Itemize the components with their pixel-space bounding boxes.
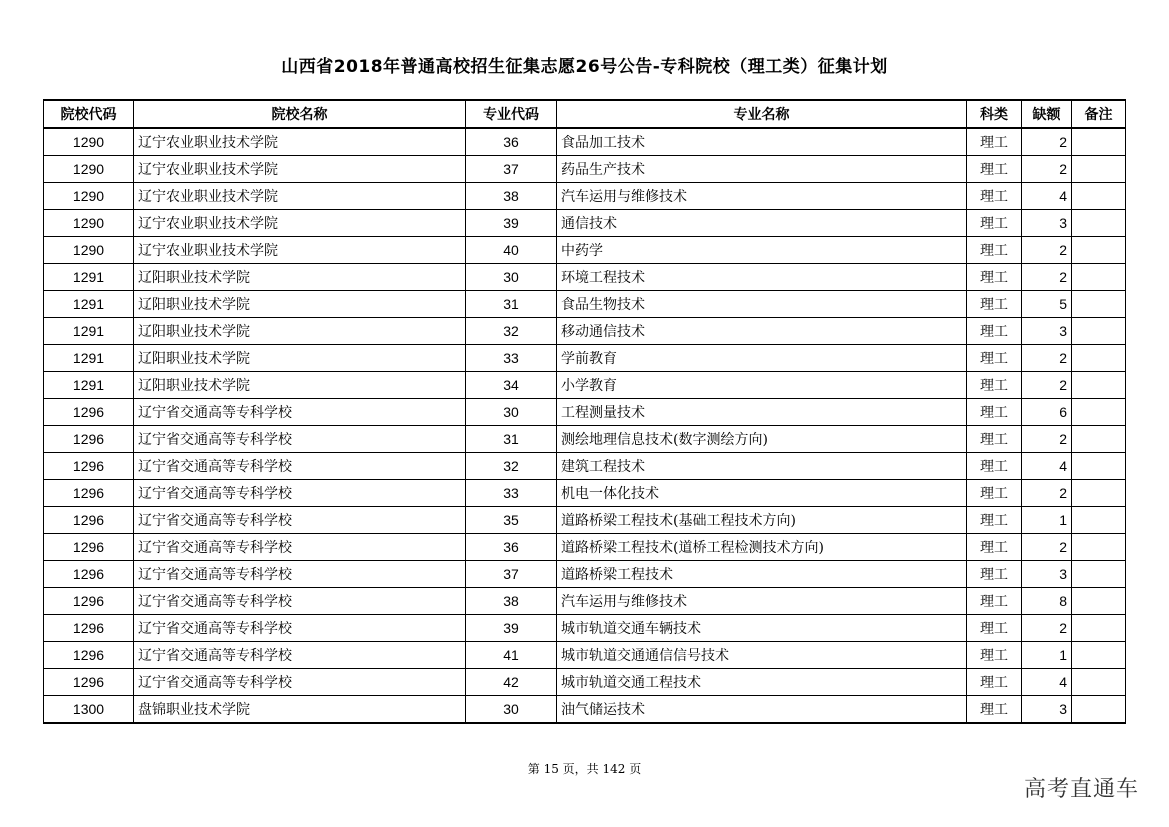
table-row	[44, 426, 1126, 453]
table-row	[44, 291, 1126, 318]
school-code-cell: 1296	[44, 507, 134, 534]
school-code-cell: 1291	[44, 264, 134, 291]
school-name-cell: 辽宁省交通高等专科学校	[134, 453, 466, 480]
vacancy-cell: 2	[1022, 426, 1072, 453]
category-cell: 理工	[967, 696, 1022, 724]
category-cell: 理工	[967, 399, 1022, 426]
header-major-name: 专业名称	[557, 100, 967, 128]
school-code-cell: 1296	[44, 426, 134, 453]
major-code-cell: 33	[466, 345, 557, 372]
remarks-cell	[1072, 615, 1126, 642]
vacancy-cell: 2	[1022, 156, 1072, 183]
category-cell: 理工	[967, 426, 1022, 453]
remarks-cell	[1072, 183, 1126, 210]
major-code-cell: 36	[466, 128, 557, 156]
remarks-cell	[1072, 264, 1126, 291]
school-code-cell: 1296	[44, 480, 134, 507]
category-cell: 理工	[967, 507, 1022, 534]
major-code-cell: 33	[466, 480, 557, 507]
category-cell: 理工	[967, 588, 1022, 615]
major-code-cell: 40	[466, 237, 557, 264]
category-cell: 理工	[967, 372, 1022, 399]
school-name-cell: 辽宁省交通高等专科学校	[134, 399, 466, 426]
remarks-cell	[1072, 156, 1126, 183]
page-title: 山西省2018年普通高校招生征集志愿26号公告-专科院校（理工类）征集计划	[281, 57, 888, 77]
category-cell: 理工	[967, 318, 1022, 345]
school-code-cell: 1291	[44, 318, 134, 345]
table-row	[44, 453, 1126, 480]
remarks-cell	[1072, 372, 1126, 399]
vacancy-cell: 4	[1022, 183, 1072, 210]
vacancy-cell: 4	[1022, 669, 1072, 696]
major-code-cell: 38	[466, 183, 557, 210]
school-name-cell: 辽宁农业职业技术学院	[134, 183, 466, 210]
vacancy-cell: 1	[1022, 642, 1072, 669]
category-cell: 理工	[967, 480, 1022, 507]
major-code-cell: 37	[466, 561, 557, 588]
remarks-cell	[1072, 210, 1126, 237]
remarks-cell	[1072, 696, 1126, 724]
major-code-cell: 41	[466, 642, 557, 669]
vacancy-cell: 4	[1022, 453, 1072, 480]
major-name-cell: 工程测量技术	[557, 399, 967, 426]
school-code-cell: 1291	[44, 345, 134, 372]
school-name-cell: 辽宁省交通高等专科学校	[134, 561, 466, 588]
school-name-cell: 辽宁省交通高等专科学校	[134, 507, 466, 534]
table-row	[44, 588, 1126, 615]
vacancy-cell: 2	[1022, 480, 1072, 507]
major-code-cell: 39	[466, 210, 557, 237]
header-vacancy: 缺额	[1022, 100, 1072, 128]
table-row	[44, 210, 1126, 237]
header-school-name: 院校名称	[134, 100, 466, 128]
table-row	[44, 318, 1126, 345]
vacancy-cell: 5	[1022, 291, 1072, 318]
vacancy-cell: 3	[1022, 561, 1072, 588]
school-name-cell: 辽宁省交通高等专科学校	[134, 426, 466, 453]
major-code-cell: 35	[466, 507, 557, 534]
remarks-cell	[1072, 534, 1126, 561]
table-row	[44, 156, 1126, 183]
header-remarks: 备注	[1072, 100, 1126, 128]
major-code-cell: 42	[466, 669, 557, 696]
category-cell: 理工	[967, 183, 1022, 210]
category-cell: 理工	[967, 128, 1022, 156]
category-cell: 理工	[967, 264, 1022, 291]
table-row	[44, 642, 1126, 669]
remarks-cell	[1072, 399, 1126, 426]
major-name-cell: 城市轨道交通工程技术	[557, 669, 967, 696]
school-code-cell: 1290	[44, 237, 134, 264]
school-code-cell: 1291	[44, 291, 134, 318]
school-name-cell: 辽宁省交通高等专科学校	[134, 615, 466, 642]
table-row	[44, 237, 1126, 264]
category-cell: 理工	[967, 561, 1022, 588]
watermark-text: 高考直通车	[1023, 777, 1139, 802]
major-name-cell: 学前教育	[557, 345, 967, 372]
major-code-cell: 31	[466, 291, 557, 318]
major-code-cell: 30	[466, 399, 557, 426]
school-code-cell: 1300	[44, 696, 134, 724]
vacancy-cell: 3	[1022, 696, 1072, 724]
major-code-cell: 30	[466, 696, 557, 724]
category-cell: 理工	[967, 534, 1022, 561]
vacancy-cell: 2	[1022, 237, 1072, 264]
header-major-code: 专业代码	[466, 100, 557, 128]
remarks-cell	[1072, 128, 1126, 156]
category-cell: 理工	[967, 156, 1022, 183]
school-code-cell: 1290	[44, 128, 134, 156]
category-cell: 理工	[967, 345, 1022, 372]
school-code-cell: 1296	[44, 453, 134, 480]
remarks-cell	[1072, 642, 1126, 669]
category-cell: 理工	[967, 615, 1022, 642]
school-name-cell: 辽阳职业技术学院	[134, 264, 466, 291]
major-name-cell: 油气储运技术	[557, 696, 967, 724]
school-name-cell: 辽宁省交通高等专科学校	[134, 480, 466, 507]
table-header-row	[44, 100, 1126, 128]
category-cell: 理工	[967, 210, 1022, 237]
major-name-cell: 汽车运用与维修技术	[557, 588, 967, 615]
major-code-cell: 36	[466, 534, 557, 561]
vacancy-cell: 2	[1022, 534, 1072, 561]
school-code-cell: 1296	[44, 399, 134, 426]
school-code-cell: 1290	[44, 210, 134, 237]
remarks-cell	[1072, 588, 1126, 615]
school-name-cell: 辽宁农业职业技术学院	[134, 237, 466, 264]
major-name-cell: 道路桥梁工程技术(基础工程技术方向)	[557, 507, 967, 534]
school-code-cell: 1291	[44, 372, 134, 399]
vacancy-cell: 2	[1022, 615, 1072, 642]
major-code-cell: 32	[466, 453, 557, 480]
vacancy-cell: 3	[1022, 210, 1072, 237]
major-code-cell: 30	[466, 264, 557, 291]
major-name-cell: 食品加工技术	[557, 128, 967, 156]
school-name-cell: 辽阳职业技术学院	[134, 318, 466, 345]
major-name-cell: 药品生产技术	[557, 156, 967, 183]
remarks-cell	[1072, 291, 1126, 318]
table-row	[44, 372, 1126, 399]
major-name-cell: 道路桥梁工程技术	[557, 561, 967, 588]
school-code-cell: 1296	[44, 534, 134, 561]
major-code-cell: 37	[466, 156, 557, 183]
major-name-cell: 移动通信技术	[557, 318, 967, 345]
category-cell: 理工	[967, 669, 1022, 696]
table-row	[44, 696, 1126, 724]
school-name-cell: 辽阳职业技术学院	[134, 345, 466, 372]
vacancy-cell: 3	[1022, 318, 1072, 345]
header-category: 科类	[967, 100, 1022, 128]
major-name-cell: 小学教育	[557, 372, 967, 399]
major-code-cell: 38	[466, 588, 557, 615]
remarks-cell	[1072, 507, 1126, 534]
school-name-cell: 辽宁农业职业技术学院	[134, 156, 466, 183]
table-row	[44, 615, 1126, 642]
major-name-cell: 机电一体化技术	[557, 480, 967, 507]
enrollment-plan-table	[43, 99, 1126, 724]
table-row	[44, 561, 1126, 588]
header-school-code: 院校代码	[44, 100, 134, 128]
category-cell: 理工	[967, 291, 1022, 318]
table-row	[44, 399, 1126, 426]
category-cell: 理工	[967, 642, 1022, 669]
school-code-cell: 1296	[44, 615, 134, 642]
table-row	[44, 183, 1126, 210]
vacancy-cell: 2	[1022, 372, 1072, 399]
major-name-cell: 汽车运用与维修技术	[557, 183, 967, 210]
school-code-cell: 1296	[44, 588, 134, 615]
table-row	[44, 669, 1126, 696]
school-name-cell: 辽宁农业职业技术学院	[134, 128, 466, 156]
major-name-cell: 测绘地理信息技术(数字测绘方向)	[557, 426, 967, 453]
major-name-cell: 食品生物技术	[557, 291, 967, 318]
vacancy-cell: 2	[1022, 264, 1072, 291]
remarks-cell	[1072, 480, 1126, 507]
school-code-cell: 1290	[44, 183, 134, 210]
page-number: 第 15 页，共 142 页	[527, 762, 642, 776]
vacancy-cell: 2	[1022, 128, 1072, 156]
school-code-cell: 1290	[44, 156, 134, 183]
major-name-cell: 通信技术	[557, 210, 967, 237]
major-name-cell: 中药学	[557, 237, 967, 264]
school-name-cell: 辽阳职业技术学院	[134, 372, 466, 399]
school-name-cell: 辽宁省交通高等专科学校	[134, 588, 466, 615]
school-name-cell: 辽宁省交通高等专科学校	[134, 642, 466, 669]
table-row	[44, 128, 1126, 156]
major-code-cell: 39	[466, 615, 557, 642]
vacancy-cell: 6	[1022, 399, 1072, 426]
category-cell: 理工	[967, 237, 1022, 264]
vacancy-cell: 2	[1022, 345, 1072, 372]
table-row	[44, 345, 1126, 372]
school-name-cell: 辽宁省交通高等专科学校	[134, 534, 466, 561]
major-code-cell: 31	[466, 426, 557, 453]
remarks-cell	[1072, 561, 1126, 588]
remarks-cell	[1072, 669, 1126, 696]
major-name-cell: 道路桥梁工程技术(道桥工程检测技术方向)	[557, 534, 967, 561]
school-code-cell: 1296	[44, 561, 134, 588]
major-name-cell: 城市轨道交通车辆技术	[557, 615, 967, 642]
remarks-cell	[1072, 345, 1126, 372]
vacancy-cell: 1	[1022, 507, 1072, 534]
remarks-cell	[1072, 318, 1126, 345]
table-row	[44, 480, 1126, 507]
school-code-cell: 1296	[44, 642, 134, 669]
major-code-cell: 32	[466, 318, 557, 345]
table-row	[44, 534, 1126, 561]
remarks-cell	[1072, 237, 1126, 264]
major-name-cell: 城市轨道交通通信信号技术	[557, 642, 967, 669]
school-name-cell: 盘锦职业技术学院	[134, 696, 466, 724]
school-code-cell: 1296	[44, 669, 134, 696]
remarks-cell	[1072, 426, 1126, 453]
remarks-cell	[1072, 453, 1126, 480]
table-row	[44, 264, 1126, 291]
school-name-cell: 辽阳职业技术学院	[134, 291, 466, 318]
school-name-cell: 辽宁省交通高等专科学校	[134, 669, 466, 696]
major-name-cell: 建筑工程技术	[557, 453, 967, 480]
table-row	[44, 507, 1126, 534]
school-name-cell: 辽宁农业职业技术学院	[134, 210, 466, 237]
category-cell: 理工	[967, 453, 1022, 480]
vacancy-cell: 8	[1022, 588, 1072, 615]
major-code-cell: 34	[466, 372, 557, 399]
major-name-cell: 环境工程技术	[557, 264, 967, 291]
